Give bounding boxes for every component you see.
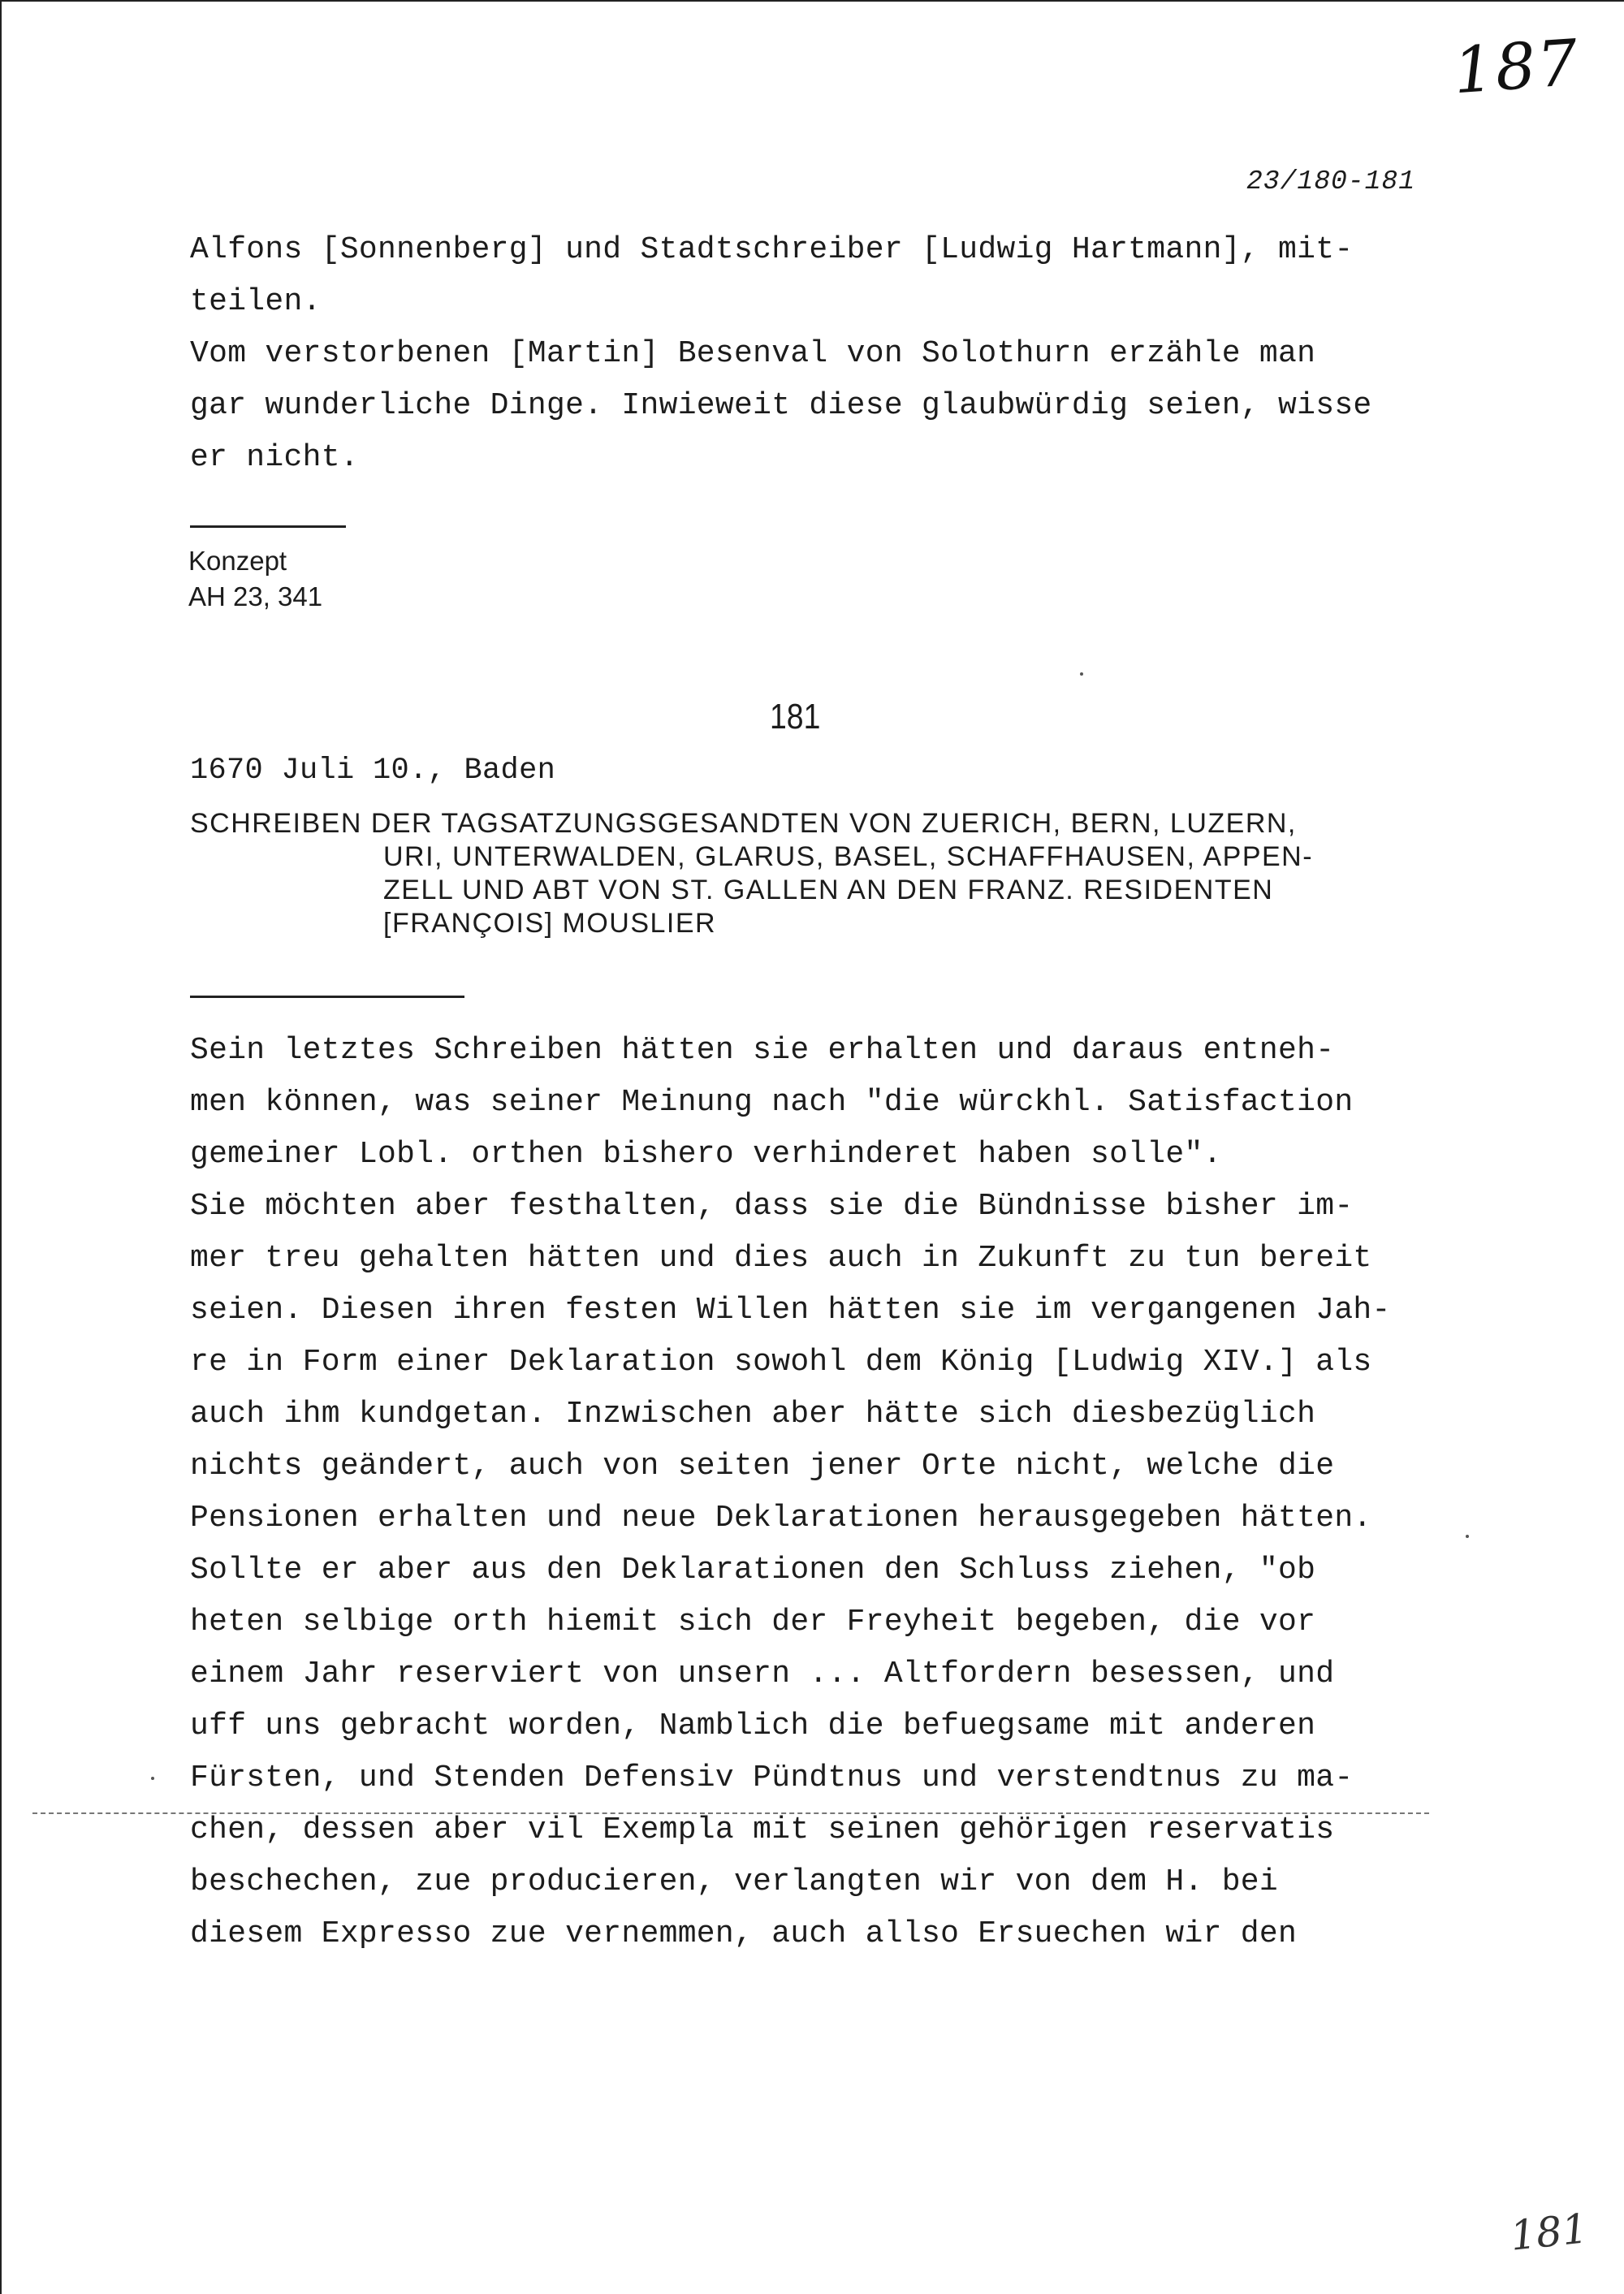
text-line: seien. Diesen ihren festen Willen hätten sie im vergangenen Jah- <box>190 1293 1391 1328</box>
section-divider <box>190 525 346 528</box>
handwritten-footer-mark: 181 <box>1508 2205 1591 2260</box>
text-line: mer treu gehalten hätten und dies auch in Zukunft zu tun bereit <box>190 1241 1372 1276</box>
scan-speck <box>151 1777 154 1780</box>
text-line: heten selbige orth hiemit sich der Freyheit begeben, die vor <box>190 1605 1316 1639</box>
document-number: 181 <box>770 697 821 737</box>
heading-line: [FRANÇOIS] MOUSLIER <box>383 908 717 939</box>
text-line: Sein letztes Schreiben hätten sie erhalten und daraus entneh- <box>190 1033 1335 1068</box>
text-line: Fürsten, und Stenden Defensiv Pündtnus und verstendtnus zu ma- <box>190 1760 1354 1795</box>
text-line: einem Jahr reserviert von unsern ... Altfordern besessen, und <box>190 1657 1335 1691</box>
text-line: gemeiner Lobl. orthen bishero verhinderet haben solle". <box>190 1137 1222 1172</box>
text-line: Sollte er aber aus den Deklarationen den Schluss ziehen, "ob <box>190 1553 1316 1588</box>
scan-speck <box>1466 1535 1469 1538</box>
text-line: diesem Expresso zue vernemmen, auch allso Ersuechen wir den <box>190 1916 1298 1951</box>
text-line: chen, dessen aber vil Exempla mit seinen gehörigen reservatis <box>190 1812 1335 1847</box>
heading-line: URI, UNTERWALDEN, GLARUS, BASEL, SCHAFFHAUSEN, APPEN- <box>383 841 1314 872</box>
text-line: auch ihm kundgetan. Inzwischen aber hätte sich diesbezüglich <box>190 1397 1316 1432</box>
scan-fold-line <box>32 1812 1429 1816</box>
source-type: Konzept <box>188 546 287 576</box>
scan-speck <box>1080 672 1083 676</box>
source-location: AH 23, 341 <box>188 581 323 611</box>
text-line: re in Form einer Deklaration sowohl dem König [Ludwig XIV.] als <box>190 1345 1372 1380</box>
text-line: er nicht. <box>190 440 359 475</box>
text-line: Sie möchten aber festhalten, dass sie die Bündnisse bisher im- <box>190 1189 1354 1224</box>
text-line: men können, was seiner Meinung nach "die würckhl. Satisfaction <box>190 1085 1354 1120</box>
text-line: Vom verstorbenen [Martin] Besenval von Solothurn erzähle man <box>190 336 1316 371</box>
heading-line: ZELL UND ABT VON ST. GALLEN AN DEN FRANZ. RESIDENTEN <box>383 875 1274 905</box>
heading-line: SCHREIBEN DER TAGSATZUNGSGESANDTEN VON ZUERICH, BERN, LUZERN, <box>190 808 1297 839</box>
text-line: Pensionen erhalten und neue Deklarationen herausgegeben hätten. <box>190 1501 1372 1536</box>
text-line: nichts geändert, auch von seiten jener Orte nicht, welche die <box>190 1449 1335 1484</box>
handwritten-folio-number: 187 <box>1451 26 1582 109</box>
text-line: beschechen, zue producieren, verlangten wir von dem H. bei <box>190 1864 1279 1899</box>
text-line: Alfons [Sonnenberg] und Stadtschreiber [Ludwig Hartmann], mit- <box>190 232 1354 267</box>
text-line: teilen. <box>190 284 322 319</box>
heading-divider <box>190 996 464 998</box>
text-line: gar wunderliche Dinge. Inwieweit diese glaubwürdig seien, wisse <box>190 388 1372 423</box>
date-place: 1670 Juli 10., Baden <box>190 754 556 788</box>
page-reference: 23/180-181 <box>1246 166 1416 197</box>
text-line: uff uns gebracht worden, Namblich die befuegsame mit anderen <box>190 1709 1316 1743</box>
